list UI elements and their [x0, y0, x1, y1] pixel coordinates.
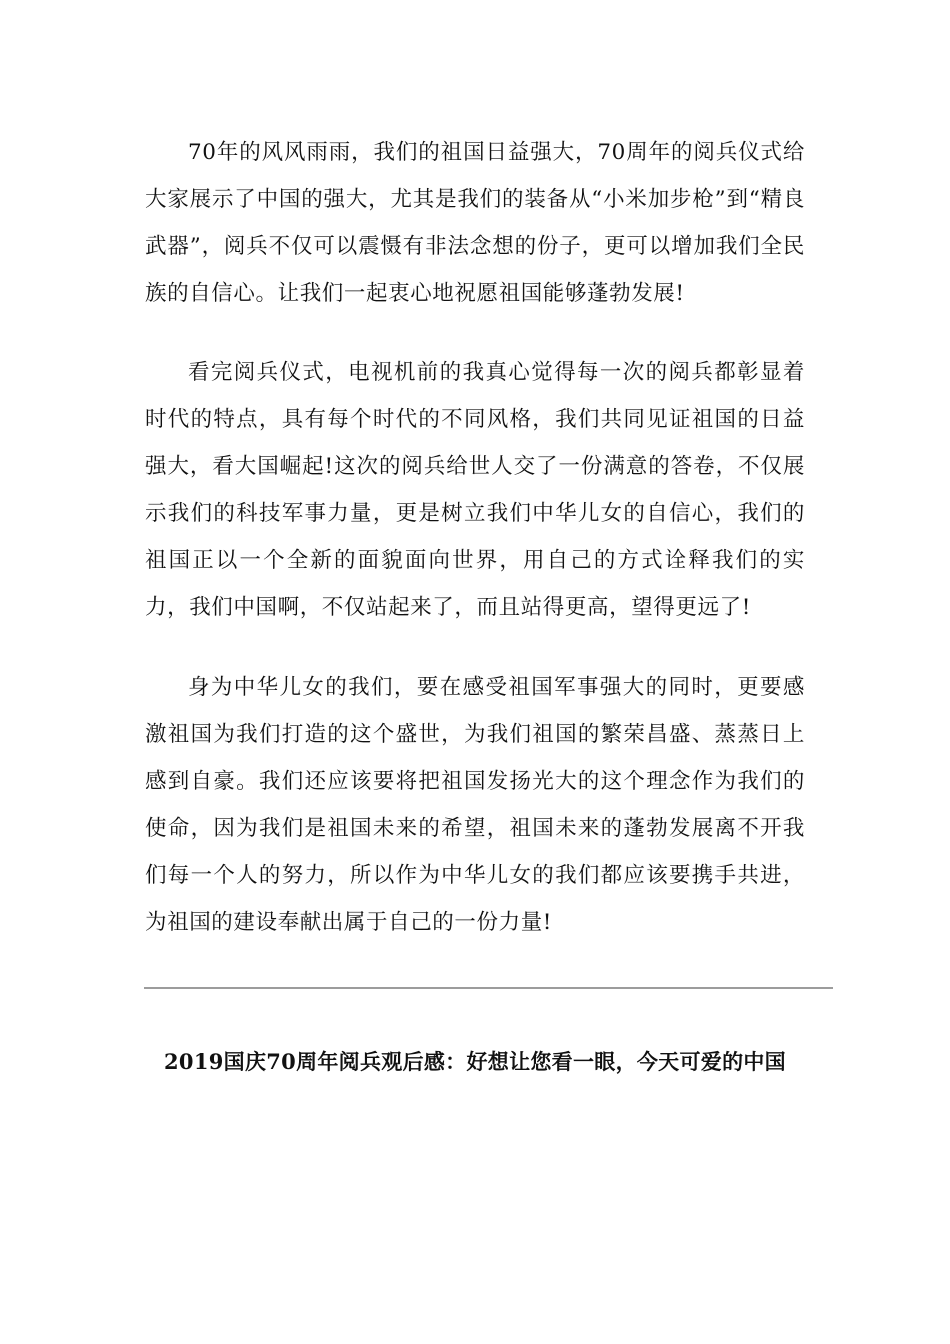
paragraph-2: 看完阅兵仪式，电视机前的我真心觉得每一次的阅兵都彰显着时代的特点，具有每个时代的不同风格，我们共同见证祖国的日益强大，看大国崛起!这次的阅兵给世人交了一份满意的答卷，不仅展示我们的科技军事力量，更是树立我们中华儿女的自信心，我们的祖国正以一个全新的面貌面向世界，用自己的方式诠释我们的实力，我们中国啊，不仅站起来了，而且站得更高，望得更远了! [145, 360, 805, 620]
paragraph-1: 70年的风风雨雨，我们的祖国日益强大，70周年的阅兵仪式给大家展示了中国的强大，尤其是我们的装备从“小米加步枪”到“精良武器”，阅兵不仅可以震慑有非法念想的份子，更可以增加我们全民族的自信心。让我们一起衷心地祝愿祖国能够蓬勃发展! [145, 140, 805, 306]
paragraph-3: 身为中华儿女的我们，要在感受祖国军事强大的同时，更要感激祖国为我们打造的这个盛世，为我们祖国的繁荣昌盛、蒸蒸日上感到自豪。我们还应该要将把祖国发扬光大的这个理念作为我们的使命，因为我们是祖国未来的希望，祖国未来的蓬勃发展离不开我们每一个人的努力，所以作为中华儿女的我们都应该要携手共进，为祖国的建设奉献出属于自己的一份力量! [145, 675, 805, 935]
section-divider [144, 987, 833, 989]
next-article-heading: 2019国庆70周年阅兵观后感：好想让您看一眼，今天可爱的中国 [164, 1049, 786, 1074]
